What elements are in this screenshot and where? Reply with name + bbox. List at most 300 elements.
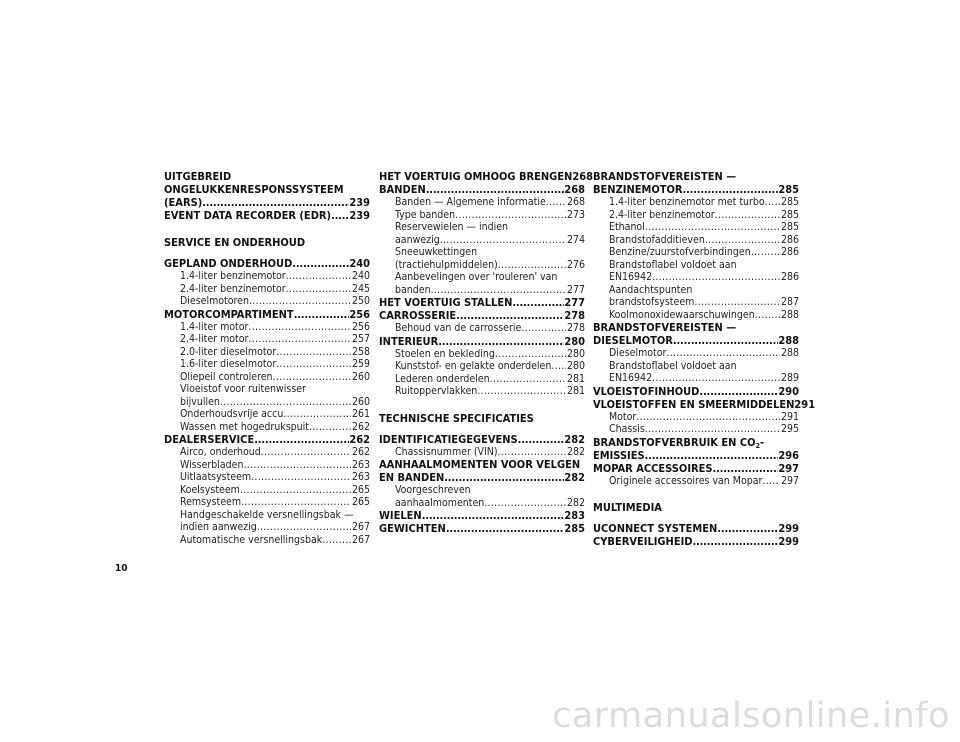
toc-page-number: 276 xyxy=(566,258,585,271)
dot-leader xyxy=(240,484,351,497)
toc-entry-text: Type banden xyxy=(395,208,456,221)
toc-entry-subitem[interactable] xyxy=(164,459,370,472)
toc-entry-text: GEWICHTEN xyxy=(379,522,446,535)
toc-page-number: 259 xyxy=(351,358,370,370)
toc-column-1 xyxy=(164,170,370,546)
toc-entry-text: UCONNECT SYSTEMEN xyxy=(593,522,718,535)
toc-entry-text: Ruitoppervlakken xyxy=(395,385,478,397)
toc-page-number: 245 xyxy=(351,282,370,295)
toc-entry-row xyxy=(180,521,370,534)
toc-entry-text: MOTORCOMPARTIMENT xyxy=(164,307,294,321)
toc-entry-subitem[interactable] xyxy=(164,358,370,371)
toc-entry-row xyxy=(593,397,816,411)
toc-entry-row xyxy=(395,385,585,398)
toc-page-number: 288 xyxy=(778,334,799,347)
toc-entry-row xyxy=(180,371,370,384)
dot-leader xyxy=(645,221,780,234)
toc-entry-row xyxy=(379,509,585,522)
toc-entry-heading[interactable] xyxy=(164,170,370,209)
toc-entry-heading[interactable] xyxy=(379,170,594,183)
toc-entry-subitem[interactable] xyxy=(164,534,370,547)
dot-leader xyxy=(444,471,564,484)
toc-page-number: 250 xyxy=(351,295,370,307)
dot-leader xyxy=(765,196,780,209)
dot-leader xyxy=(699,385,778,398)
toc-entry-subitem[interactable] xyxy=(164,321,370,334)
toc-entry-text: Brandstoflabel voldoet aan xyxy=(609,258,737,271)
toc-entry-subitem[interactable] xyxy=(379,271,585,296)
dot-leader xyxy=(551,360,566,373)
dot-leader xyxy=(455,209,566,222)
toc-entry-subitem[interactable] xyxy=(593,259,799,284)
toc-page-number: 291 xyxy=(794,397,816,411)
dot-leader xyxy=(440,234,566,247)
dot-leader xyxy=(251,471,351,484)
toc-entry-text: aanwezig xyxy=(395,233,440,246)
toc-entry-text: Koolmonoxidewaarschuwingen xyxy=(609,308,755,321)
toc-entry-row xyxy=(609,372,799,385)
toc-page-number: 290 xyxy=(778,384,799,398)
toc-entry-row xyxy=(180,396,370,409)
toc-entry-row xyxy=(593,449,799,462)
toc-entry-row xyxy=(379,183,585,196)
toc-entry-heading[interactable] xyxy=(593,321,799,347)
toc-entry-subitem[interactable] xyxy=(593,196,799,209)
toc-page-number: 286 xyxy=(780,271,799,283)
toc-entry-row xyxy=(180,321,370,334)
dot-leader xyxy=(244,459,351,472)
toc-entry-text: EN16942 xyxy=(609,372,653,384)
toc-entry-text: DEALERSERVICE xyxy=(164,433,255,446)
toc-entry-row xyxy=(593,385,799,398)
toc-page-number: 296 xyxy=(778,448,799,462)
toc-page-number: 262 xyxy=(349,433,370,446)
toc-entry-text: Benzine/zuurstofverbindingen xyxy=(609,246,751,258)
toc-entry-text: Brandstoflabel voldoet aan xyxy=(609,359,737,372)
toc-entry-row xyxy=(164,196,370,209)
toc-entry-subitem[interactable] xyxy=(164,383,370,408)
dot-leader xyxy=(438,335,564,348)
toc-page-number: 278 xyxy=(564,309,585,322)
toc-entry-heading[interactable] xyxy=(593,397,816,411)
toc-entry-text: GEPLAND ONDERHOUD xyxy=(164,257,293,270)
toc-entry-subitem[interactable] xyxy=(164,446,370,459)
toc-entry-heading[interactable] xyxy=(379,183,585,196)
toc-entry-heading[interactable] xyxy=(593,462,799,475)
toc-entry-row xyxy=(180,358,370,371)
dot-leader xyxy=(248,321,351,334)
toc-entry-subitem[interactable] xyxy=(379,196,585,209)
toc-page-number: 280 xyxy=(564,334,585,348)
toc-entry-row xyxy=(609,234,799,247)
toc-entry-text: Automatische versnellingsbak xyxy=(180,533,323,546)
dot-leader xyxy=(755,309,780,322)
dot-leader xyxy=(286,283,351,296)
toc-entry-text: DIESELMOTOR xyxy=(593,334,673,347)
toc-entry-subitem[interactable] xyxy=(379,246,585,271)
toc-entry-subitem[interactable] xyxy=(379,360,585,373)
toc-entry-subitem[interactable] xyxy=(379,385,585,398)
dot-leader xyxy=(521,322,566,335)
toc-entry-text: brandstofsysteem xyxy=(609,296,695,308)
toc-entry-text: Airco, onderhoud xyxy=(180,446,261,458)
toc-entry-row xyxy=(379,335,585,348)
toc-entry-text: BENZINEMOTOR xyxy=(593,183,683,196)
toc-entry-heading[interactable] xyxy=(379,458,585,484)
dot-leader xyxy=(652,372,780,385)
toc-entry-subitem[interactable] xyxy=(379,322,585,335)
toc-entry-heading[interactable] xyxy=(379,433,585,446)
toc-entry-text: 2.4-liter motor xyxy=(180,333,249,345)
toc-entry-text: IDENTIFICATIEGEGEVENS xyxy=(379,432,518,446)
dot-leader xyxy=(273,371,351,384)
toc-entry-row xyxy=(180,421,370,434)
toc-entry-text: Chassis xyxy=(609,423,645,435)
toc-entry-subitem[interactable] xyxy=(164,295,370,308)
toc-entry-row xyxy=(180,471,370,484)
toc-entry-subitem[interactable] xyxy=(164,371,370,384)
toc-entry-subitem[interactable] xyxy=(164,496,370,509)
toc-entry-row xyxy=(180,283,370,296)
toc-entry-row xyxy=(379,170,594,183)
toc-entry-subitem[interactable] xyxy=(164,471,370,484)
toc-page-number: 288 xyxy=(780,308,799,321)
toc-page-number: 289 xyxy=(780,372,799,384)
toc-entry-row xyxy=(609,411,799,424)
dot-leader xyxy=(694,296,780,309)
dot-leader xyxy=(490,373,566,386)
toc-column-3 xyxy=(593,170,816,548)
toc-entry-text: Lederen onderdelen xyxy=(395,372,490,385)
dot-leader xyxy=(431,284,566,297)
toc-entry-subitem[interactable] xyxy=(593,309,799,322)
toc-entry-heading[interactable] xyxy=(379,309,585,322)
toc-page-number: 287 xyxy=(780,296,799,308)
toc-entry-text: Remsysteem xyxy=(180,496,242,508)
toc-entry-row xyxy=(379,522,585,535)
toc-page-number: 268 xyxy=(564,183,585,196)
dot-leader xyxy=(241,496,351,509)
toc-page-number: 258 xyxy=(351,345,370,358)
toc-page-number: 239 xyxy=(349,196,370,209)
dot-leader xyxy=(292,257,349,270)
dot-leader xyxy=(261,446,351,459)
toc-entry-row xyxy=(609,271,799,284)
toc-entry-text: Onderhoudsvrije accu xyxy=(180,408,284,420)
toc-entry-text: Voorgeschreven xyxy=(395,484,471,496)
toc-page-number: 240 xyxy=(349,257,370,270)
toc-page-number: 285 xyxy=(778,183,799,196)
toc-entry-row xyxy=(593,522,799,535)
toc-page-number: 277 xyxy=(564,296,585,309)
toc-entry-text: 2.0-liter dieselmotor xyxy=(180,345,277,358)
toc-page-number: 281 xyxy=(566,372,585,385)
toc-page-number: 283 xyxy=(564,509,585,522)
toc-entry-row xyxy=(180,496,370,509)
dot-leader xyxy=(518,433,565,446)
toc-entry-text: Ethanol xyxy=(609,221,645,233)
toc-entry-text: indien aanwezig xyxy=(180,521,257,533)
toc-entry-row xyxy=(609,309,799,322)
dot-leader xyxy=(645,449,779,462)
toc-entry-row xyxy=(395,234,585,247)
dot-leader xyxy=(498,259,566,272)
dot-leader xyxy=(257,521,351,534)
toc-entry-text: Oliepeil controleren xyxy=(180,370,273,383)
toc-entry-subitem[interactable] xyxy=(593,209,799,222)
toc-page-number: 267 xyxy=(351,533,370,546)
toc-entry-row xyxy=(395,348,585,361)
toc-page-number: 263 xyxy=(351,458,370,471)
toc-entry-subitem[interactable] xyxy=(593,347,799,360)
toc-entry-text: HET VOERTUIG STALLEN xyxy=(379,296,513,309)
toc-page-number: 274 xyxy=(566,233,585,246)
toc-entry-text: Banden — Algemene informatie xyxy=(395,196,546,208)
toc-entry-heading[interactable] xyxy=(379,522,585,535)
toc-entry-heading[interactable] xyxy=(593,170,799,196)
toc-column-2 xyxy=(379,170,594,535)
toc-entry-text: 2.4-liter benzinemotor xyxy=(180,282,286,295)
toc-section-heading: SERVICE EN ONDERHOUD xyxy=(164,236,306,249)
toc-entry-row xyxy=(164,209,370,222)
toc-entry-row xyxy=(609,296,799,309)
toc-page-number: 273 xyxy=(566,208,585,221)
toc-page-number: 297 xyxy=(780,474,799,487)
toc-page-number: 281 xyxy=(566,385,585,397)
toc-page-number: 257 xyxy=(351,333,370,345)
toc-entry-text: Handgeschakelde versnellingsbak — xyxy=(180,508,354,521)
toc-entry-row xyxy=(395,373,585,386)
dot-leader xyxy=(693,535,779,548)
toc-entry-text: VLOEISTOFINHOUD xyxy=(593,384,700,398)
toc-entry-text: BRANDSTOFVERBRUIK EN $CO_2-$ xyxy=(593,435,765,450)
dot-leader xyxy=(220,396,351,409)
toc-entry-subitem[interactable] xyxy=(379,373,585,386)
toc-entry-text: Uitlaatsysteem xyxy=(180,471,252,483)
toc-entry-row xyxy=(395,196,585,209)
dot-leader xyxy=(422,509,565,522)
toc-entry-row xyxy=(609,221,799,234)
dot-leader xyxy=(309,421,351,434)
dot-leader xyxy=(717,522,778,535)
toc-entry-row xyxy=(180,270,370,283)
toc-entry-heading[interactable] xyxy=(379,335,585,348)
toc-entry-text: Sneeuwkettingen xyxy=(395,246,478,258)
dot-leader xyxy=(636,411,780,424)
dot-leader xyxy=(645,423,780,436)
dot-leader xyxy=(331,209,349,222)
toc-entry-row xyxy=(180,484,370,497)
toc-page-number: 280 xyxy=(566,347,585,360)
toc-entry-row xyxy=(379,296,585,309)
toc-entry-row xyxy=(164,433,370,446)
toc-entry-text: banden xyxy=(395,283,431,296)
dot-leader xyxy=(705,234,780,247)
dot-leader xyxy=(283,408,351,421)
toc-page-number: 268 xyxy=(572,170,594,183)
dot-leader xyxy=(546,196,566,209)
toc-entry-subitem[interactable] xyxy=(164,484,370,497)
toc-entry-row xyxy=(395,284,585,297)
dot-leader xyxy=(751,246,780,259)
toc-entry-text: 1.6-liter dieselmotor xyxy=(180,358,277,370)
toc-entry-row xyxy=(180,333,370,346)
toc-section-heading: TECHNISCHE SPECIFICATIES xyxy=(379,411,534,425)
toc-entry-subitem[interactable] xyxy=(593,246,799,259)
toc-page-number: 280 xyxy=(566,360,585,372)
toc-page-number: 263 xyxy=(351,471,370,483)
toc-entry-text: Wassen met hogedrukspuit xyxy=(180,420,309,433)
toc-entry-text: BRANDSTOFVEREISTEN — xyxy=(593,170,737,183)
dot-leader xyxy=(498,446,566,459)
toc-entry-text: HET VOERTUIG OMHOOG BRENGEN xyxy=(379,170,573,183)
toc-entry-row xyxy=(395,259,585,272)
toc-entry-text: EN BANDEN xyxy=(379,471,445,484)
dot-leader xyxy=(477,385,566,398)
toc-entry-subitem[interactable] xyxy=(164,333,370,346)
dot-leader xyxy=(652,271,780,284)
toc-entry-row xyxy=(395,360,585,373)
dot-leader xyxy=(456,309,564,322)
toc-page-number: 291 xyxy=(780,410,799,423)
toc-entry-heading[interactable] xyxy=(164,257,370,270)
toc-entry-subitem[interactable] xyxy=(379,221,585,246)
toc-entry-text: Aanbevelingen over 'rouleren' van xyxy=(395,271,558,283)
toc-entry-subitem[interactable] xyxy=(164,421,370,434)
toc-entry-row xyxy=(379,471,585,484)
toc-page-number: 288 xyxy=(780,347,799,359)
toc-page-number: 278 xyxy=(566,322,585,334)
toc-entry-row xyxy=(164,257,370,270)
dot-leader xyxy=(495,348,566,361)
toc-entry-subitem[interactable] xyxy=(593,234,799,247)
toc-entry-heading[interactable] xyxy=(164,209,370,222)
toc-entry-row xyxy=(180,534,370,547)
toc-entry-heading[interactable] xyxy=(164,308,370,321)
toc-entry-heading[interactable] xyxy=(379,509,585,522)
toc-entry-text: Wisserbladen xyxy=(180,458,244,471)
toc-entry-text: Vloeistof voor ruitenwisser xyxy=(180,383,306,395)
toc-entry-heading[interactable] xyxy=(593,535,799,548)
toc-entry-text: 1.4-liter motor xyxy=(180,320,249,333)
toc-entry-text: (EARS) xyxy=(164,196,203,209)
toc-entry-subitem[interactable] xyxy=(164,270,370,283)
toc-entry-text: 1.4-liter benzinemotor xyxy=(180,270,286,282)
toc-entry-subitem[interactable] xyxy=(593,475,799,488)
toc-entry-subitem[interactable] xyxy=(593,360,799,385)
toc-entry-row xyxy=(395,209,585,222)
toc-page-number: 285 xyxy=(564,522,585,535)
dot-leader xyxy=(446,522,565,535)
toc-entry-subitem[interactable] xyxy=(164,346,370,359)
toc-page-number: 286 xyxy=(780,246,799,258)
toc-entry-row xyxy=(609,196,799,209)
toc-entry-text: WIELEN xyxy=(379,509,422,522)
toc-page-number: 240 xyxy=(351,270,370,282)
toc-entry-heading[interactable] xyxy=(379,296,585,309)
toc-entry-row xyxy=(379,433,585,446)
toc-entry-text: (tractiehulpmiddelen) xyxy=(395,258,498,271)
toc-entry-text: EN16942 xyxy=(609,271,653,283)
dot-leader xyxy=(673,334,778,347)
toc-entry-row xyxy=(593,334,799,347)
toc-entry-subitem[interactable] xyxy=(379,484,585,509)
toc-entry-text: Koelsysteem xyxy=(180,483,240,496)
watermark: carmanualsonline.info xyxy=(552,696,950,736)
toc-entry-row xyxy=(609,423,799,436)
toc-page-number: 295 xyxy=(780,423,799,435)
toc-entry-subitem[interactable] xyxy=(164,509,370,534)
toc-page-number: 256 xyxy=(349,307,370,321)
toc-page-number: 285 xyxy=(780,196,799,208)
toc-page-number: 277 xyxy=(566,283,585,296)
dot-leader xyxy=(294,308,350,321)
toc-page-number: 282 xyxy=(564,432,585,446)
toc-entry-heading[interactable] xyxy=(593,436,799,462)
toc-entry-text: CARROSSERIE xyxy=(379,309,457,322)
toc-entry-heading[interactable] xyxy=(593,385,799,398)
dot-leader xyxy=(512,296,564,309)
dot-leader xyxy=(322,534,351,547)
toc-entry-subitem[interactable] xyxy=(593,423,799,436)
toc-entry-text: Dieselmotoren xyxy=(180,295,249,307)
toc-entry-text: AANHAALMOMENTEN VOOR VELGEN xyxy=(379,458,581,471)
toc-entry-heading[interactable] xyxy=(164,433,370,446)
dot-leader xyxy=(276,358,351,371)
toc-entry-row xyxy=(180,346,370,359)
toc-entry-subitem[interactable] xyxy=(164,408,370,421)
toc-entry-text: Brandstofadditieven xyxy=(609,233,705,246)
toc-page-number: 256 xyxy=(351,320,370,333)
toc-entry-subitem[interactable] xyxy=(164,283,370,296)
toc-entry-subitem[interactable] xyxy=(593,284,799,309)
toc-page-number: 268 xyxy=(566,196,585,208)
toc-page-number: 267 xyxy=(351,521,370,533)
toc-page-number: 260 xyxy=(351,370,370,383)
toc-entry-row xyxy=(395,322,585,335)
toc-entry-text: Aandachtspunten xyxy=(609,283,693,296)
toc-page-number: 299 xyxy=(778,522,799,535)
toc-entry-subitem[interactable] xyxy=(379,446,585,459)
toc-entry-subitem[interactable] xyxy=(593,411,799,424)
toc-entry-text: Motor xyxy=(609,410,637,423)
toc-page-number: 239 xyxy=(349,209,370,222)
toc-entry-text: Kunststof- en gelakte onderdelen xyxy=(395,360,552,372)
dot-leader xyxy=(248,333,351,346)
toc-entry-text: Chassisnummer (VIN) xyxy=(395,445,498,458)
toc-entry-text: CYBERVEILIGHEID xyxy=(593,535,693,548)
dot-leader xyxy=(762,475,780,488)
toc-page-number: 285 xyxy=(780,221,799,233)
toc-entry-text: 2.4-liter benzinemotor xyxy=(609,208,715,221)
toc-entry-text: EVENT DATA RECORDER (EDR) xyxy=(164,209,332,222)
toc-entry-text: BRANDSTOFVEREISTEN — xyxy=(593,321,737,334)
toc-entry-row xyxy=(609,347,799,360)
toc-entry-subitem[interactable] xyxy=(379,209,585,222)
dot-leader xyxy=(254,433,349,446)
toc-entry-text: bijvullen xyxy=(180,395,220,408)
toc-page-number: 261 xyxy=(351,408,370,420)
toc-entry-subitem[interactable] xyxy=(593,221,799,234)
dot-leader xyxy=(426,183,565,196)
toc-entry-heading[interactable] xyxy=(593,522,799,535)
toc-entry-row xyxy=(593,462,799,475)
toc-entry-text: Reservewielen — indien xyxy=(395,221,509,233)
toc-entry-row xyxy=(395,497,585,510)
toc-page-number: 265 xyxy=(351,496,370,508)
toc-entry-subitem[interactable] xyxy=(379,348,585,361)
toc-entry-text: INTERIEUR xyxy=(379,334,439,348)
